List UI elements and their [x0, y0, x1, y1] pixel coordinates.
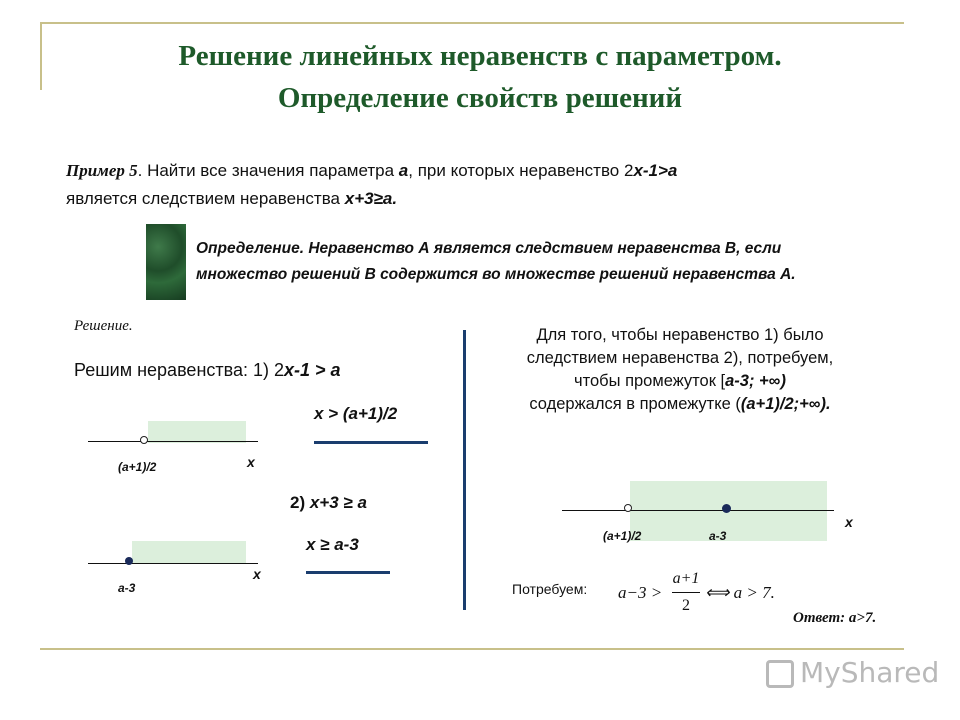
formula-numerator: a+1: [672, 570, 700, 587]
right-axis-open-point: [624, 504, 632, 512]
right-axis-x: x: [845, 514, 853, 530]
page-title-line2: Определение свойств решений: [277, 82, 683, 114]
watermark-logo-icon: [766, 660, 794, 688]
solution-result2: x ≥ a-3: [306, 535, 359, 554]
example-line2: является следствием неравенства x+3≥a.: [66, 189, 398, 208]
formula-denominator: 2: [682, 597, 690, 614]
marble-decoration: [146, 224, 186, 300]
axis2-x: x: [253, 566, 261, 582]
formula-right: ⟺ a > 7.: [705, 583, 775, 602]
solution-label: Решение.: [74, 318, 133, 334]
axis1-open-point: [140, 436, 148, 444]
axis2-line: [88, 563, 258, 564]
axis1-x: x: [247, 454, 255, 470]
result2-underline: [306, 571, 390, 574]
axis2-label: a-3: [118, 581, 136, 595]
axis2-closed-point: [125, 557, 133, 565]
axis1-line: [88, 441, 258, 442]
example-label: Пример 5: [66, 161, 138, 180]
formula-fraction-bar: [672, 592, 700, 593]
solution-ineq2: 2) x+3 ≥ a: [290, 493, 367, 512]
definition-line2: множество решений В содержится во множестве решений неравенства А.: [196, 266, 796, 283]
right-text: Для того, чтобы неравенство 1) было следствием неравенства 2), потребуем, чтобы промежуток [a-3; +∞) содержался в промежутке ((a+1)/2;+∞).: [526, 326, 834, 413]
right-axis-line: [562, 510, 834, 511]
axis1-shade: [148, 421, 246, 443]
require-label: Потребуем:: [512, 581, 588, 597]
frame-bottom-line: [40, 648, 904, 650]
formula-left: a−3 >: [618, 583, 663, 602]
solution-result1: x > (a+1)/2: [314, 404, 398, 423]
definition-line1: Определение. Неравенство А является следствием неравенства В, если: [196, 240, 782, 257]
vertical-divider: [463, 330, 466, 610]
watermark: MyShared: [766, 656, 939, 689]
solution-intro: Решим неравенства: 1) 2x-1 > a: [74, 360, 341, 380]
example-line1: Пример 5. Найти все значения параметра a, при которых неравенство 2x-1>a: [66, 161, 678, 180]
page-title-line1: Решение линейных неравенств с параметром.: [178, 40, 782, 72]
right-axis-label1: (a+1)/2: [603, 529, 642, 543]
result1-underline: [314, 441, 428, 444]
answer: Ответ: a>7.: [793, 610, 877, 626]
right-axis-closed-point: [722, 504, 731, 513]
right-axis-label2: a-3: [709, 529, 727, 543]
axis2-shade: [132, 541, 246, 563]
frame-left-line: [40, 22, 42, 90]
frame-top-line: [40, 22, 904, 24]
axis1-label: (a+1)/2: [118, 460, 157, 474]
